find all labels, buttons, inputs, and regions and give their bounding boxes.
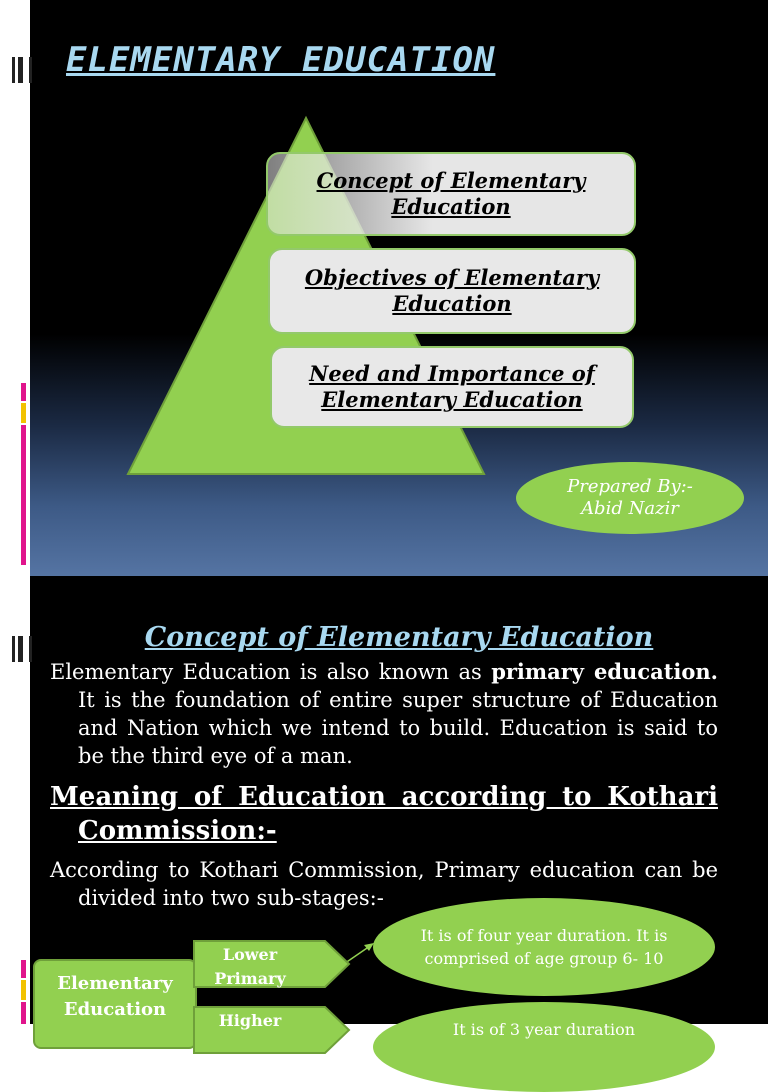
slide-title: Concept of Elementary Education [144,622,654,653]
intro-text-bold: primary education. [491,659,718,684]
pyramid-item-concept[interactable] [266,152,636,236]
root-line-2: Education [63,999,167,1020]
pyramid-item-need[interactable] [270,346,634,428]
pyramid-item-label: Need and Importance of Elementary Education [309,360,595,412]
lower-primary-tag [193,940,351,988]
slide-title: ELEMENTARY EDUCATION [66,40,496,80]
higher-line-1: Higher [218,1011,282,1030]
intro-text-end: It is the foundation of entire super structure of Education and Nation which we intend to build. Education is said to be the third eye of a man. [78,688,718,768]
kothari-paragraph: According to Kothari Commission, Primary education can be divided into two sub-stages:- [50,858,718,910]
prepared-name: Abid Nazir [581,498,679,519]
connector-arrow [0,576,768,1024]
higher-primary-tag [193,1006,351,1054]
prepared-label: Prepared By:- [567,475,693,497]
higher-primary-description: It is of 3 year duration [373,1002,715,1092]
pyramid-item-objectives[interactable] [268,248,636,334]
prepared-by-badge [516,462,744,534]
lower-line-1: Lower [222,945,278,964]
elementary-education-box [33,959,197,1049]
root-line-1: Elementary [57,973,173,994]
pyramid-item-label: Concept of Elementary Education [316,167,586,219]
lower-primary-description: It is of four year duration. It is comprised of age group 6- 10 [373,898,715,996]
pyramid-item-label: Objectives of Elementary Education [304,264,600,316]
intro-text-start: Elementary Education is also known as [50,660,492,684]
slide-2 [0,576,768,1039]
lower-line-2: Primary [214,969,286,988]
section-heading: Meaning of Education according to Kothari Commission:- [50,782,718,846]
